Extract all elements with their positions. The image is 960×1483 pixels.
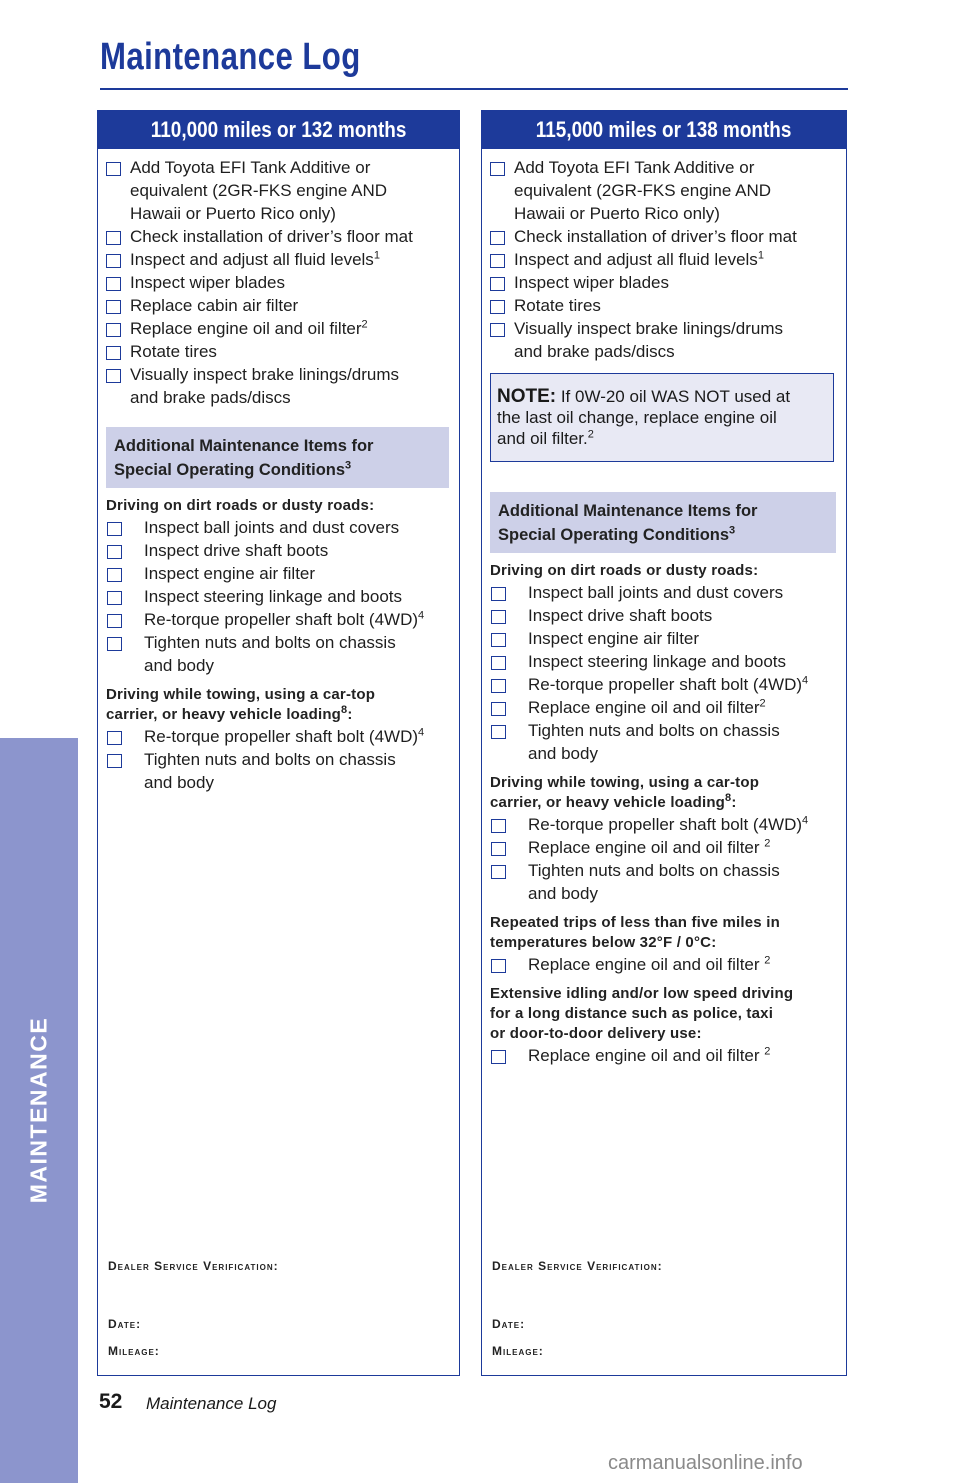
checkbox[interactable] (106, 369, 121, 383)
page-number: 52 (99, 1390, 123, 1413)
scheduled-items-list (98, 149, 459, 409)
date-label: Date: (492, 1317, 526, 1331)
checkbox[interactable] (107, 545, 122, 559)
checklist-item[interactable]: Replace engine oil and oil filter $^2$ (490, 1044, 846, 1067)
checkbox[interactable] (491, 633, 506, 647)
checklist-item[interactable]: Visually inspect brake linings/drums and brake pads/discs (490, 317, 846, 363)
condition-dusty-roads: Driving on dirt roads or dusty roads: (106, 497, 375, 514)
checkbox[interactable] (107, 522, 122, 536)
checkbox[interactable] (490, 254, 505, 268)
checklist-item[interactable]: Tighten nuts and bolts on chassis and body (490, 859, 846, 905)
checkbox[interactable] (491, 702, 506, 716)
checklist-item[interactable]: Visually inspect brake linings/drums and brake pads/discs (106, 363, 459, 409)
mileage-label: Mileage: (492, 1344, 544, 1358)
checklist-item[interactable]: Replace engine oil and oil filter $^2$ (490, 953, 846, 976)
checklist-item[interactable]: Replace cabin air filter (106, 294, 459, 317)
checkbox[interactable] (107, 591, 122, 605)
dealer-verification-label: Dealer Service Verification: (492, 1259, 663, 1273)
checkbox[interactable] (107, 754, 122, 768)
maintenance-column-115k (481, 110, 847, 1376)
title-divider (100, 88, 848, 90)
checklist-item[interactable]: Re-torque propeller shaft bolt $(4WD)^4$ (490, 813, 846, 836)
short-trips-items (482, 953, 846, 976)
checkbox[interactable] (107, 568, 122, 582)
checklist-item[interactable]: Tighten nuts and bolts on chassis and body (106, 631, 459, 677)
checkbox[interactable] (491, 1050, 506, 1064)
date-label: Date: (108, 1317, 142, 1331)
condition-extensive-idling: Extensive idling and/or low speed driving for a long distance such as police, taxi or door-to-door delivery use: (490, 985, 794, 1042)
checkbox[interactable] (106, 254, 121, 268)
checkbox[interactable] (491, 725, 506, 739)
scheduled-items-list (482, 149, 846, 363)
column-header: 115,000 miles or 138 months (482, 111, 846, 149)
special-conditions-heading: Additional Maintenance Items for Special Operating Conditions$^3$ (490, 492, 836, 553)
footer-section-label: Maintenance Log (146, 1394, 277, 1413)
condition-towing: Driving while towing, using a car-top carrier, or heavy vehicle loading$^8$: (106, 686, 376, 723)
checklist-item[interactable]: Inspect wiper blades (490, 271, 846, 294)
special-conditions-heading: Additional Maintenance Items for Special Operating Conditions$^3$ (106, 427, 449, 488)
checkbox[interactable] (106, 346, 121, 360)
checklist-item[interactable]: Check installation of driver’s floor mat (106, 225, 459, 248)
checkbox[interactable] (491, 587, 506, 601)
checklist-item[interactable]: Replace engine oil and oil filter $^2$ (490, 836, 846, 859)
checkbox[interactable] (107, 614, 122, 628)
checkbox[interactable] (491, 959, 506, 973)
oil-note-box: NOTE: If 0W-20 oil WAS NOT used at the last oil change, replace engine oil and oil filter.$^2$ (490, 373, 834, 462)
checkbox[interactable] (490, 162, 505, 176)
checkbox[interactable] (491, 842, 506, 856)
checklist-item[interactable]: Re-torque propeller shaft bolt $(4WD)^4$ (106, 608, 459, 631)
condition-short-trips: Repeated trips of less than five miles in temperatures below 32°F / 0°C: (490, 914, 780, 951)
checkbox[interactable] (491, 610, 506, 624)
checklist-item[interactable]: Rotate tires (490, 294, 846, 317)
condition-towing: Driving while towing, using a car-top carrier, or heavy vehicle loading$^8$: (490, 774, 760, 811)
checkbox[interactable] (106, 162, 121, 176)
dusty-roads-items (98, 516, 459, 677)
checklist-item[interactable]: Tighten nuts and bolts on chassis and body (490, 719, 846, 765)
checklist-item[interactable]: Rotate tires (106, 340, 459, 363)
checkbox[interactable] (107, 731, 122, 745)
side-tab-label: MAINTENANCE (25, 1016, 52, 1204)
checklist-item[interactable]: Inspect engine air filter (490, 627, 846, 650)
mileage-label: Mileage: (108, 1344, 160, 1358)
maintenance-column-110k (97, 110, 460, 1376)
checklist-item[interactable]: Add Toyota EFI Tank Additive or equivalent (2GR-FKS engine AND Hawaii or Puerto Rico only) (490, 156, 846, 225)
checklist-item[interactable]: Inspect wiper blades (106, 271, 459, 294)
checklist-item[interactable]: Inspect steering linkage and boots (106, 585, 459, 608)
checkbox[interactable] (106, 323, 121, 337)
checklist-item[interactable]: Add Toyota EFI Tank Additive or equivalent (2GR-FKS engine AND Hawaii or Puerto Rico only) (106, 156, 459, 225)
checklist-item[interactable]: Inspect and adjust all fluid levels$^1$ (490, 248, 846, 271)
checkbox[interactable] (491, 865, 506, 879)
checkbox[interactable] (106, 300, 121, 314)
page-title: Maintenance Log (100, 36, 361, 78)
checkbox[interactable] (490, 300, 505, 314)
towing-items (482, 813, 846, 905)
dusty-roads-items (482, 581, 846, 765)
checkbox[interactable] (491, 819, 506, 833)
checkbox[interactable] (490, 277, 505, 291)
checklist-item[interactable]: Inspect and adjust all fluid levels$^1$ (106, 248, 459, 271)
column-header: 110,000 miles or 132 months (98, 111, 459, 149)
checkbox[interactable] (491, 679, 506, 693)
checklist-item[interactable]: Re-torque propeller shaft bolt $(4WD)^4$ (490, 673, 846, 696)
checklist-item[interactable]: Re-torque propeller shaft bolt $(4WD)^4$ (106, 725, 459, 748)
extensive-idling-items (482, 1044, 846, 1067)
checkbox[interactable] (106, 277, 121, 291)
checklist-item[interactable]: Inspect engine air filter (106, 562, 459, 585)
checklist-item[interactable]: Inspect drive shaft boots (106, 539, 459, 562)
checkbox[interactable] (106, 231, 121, 245)
checkbox[interactable] (490, 323, 505, 337)
checklist-item[interactable]: Check installation of driver’s floor mat (490, 225, 846, 248)
watermark-text: carmanualsonline.info (608, 1452, 803, 1474)
checklist-item[interactable]: Inspect drive shaft boots (490, 604, 846, 627)
checklist-item[interactable]: Replace engine oil and oil filter$^2$ (106, 317, 459, 340)
note-label: NOTE: (497, 386, 557, 407)
checklist-item[interactable]: Inspect ball joints and dust covers (490, 581, 846, 604)
checklist-item[interactable]: Tighten nuts and bolts on chassis and body (106, 748, 459, 794)
checklist-item[interactable]: Replace engine oil and oil filter$^2$ (490, 696, 846, 719)
checkbox[interactable] (107, 637, 122, 651)
dealer-verification-label: Dealer Service Verification: (108, 1259, 279, 1273)
checkbox[interactable] (490, 231, 505, 245)
checklist-item[interactable]: Inspect steering linkage and boots (490, 650, 846, 673)
checkbox[interactable] (491, 656, 506, 670)
checklist-item[interactable]: Inspect ball joints and dust covers (106, 516, 459, 539)
condition-dusty-roads: Driving on dirt roads or dusty roads: (490, 562, 759, 579)
towing-items (98, 725, 459, 794)
